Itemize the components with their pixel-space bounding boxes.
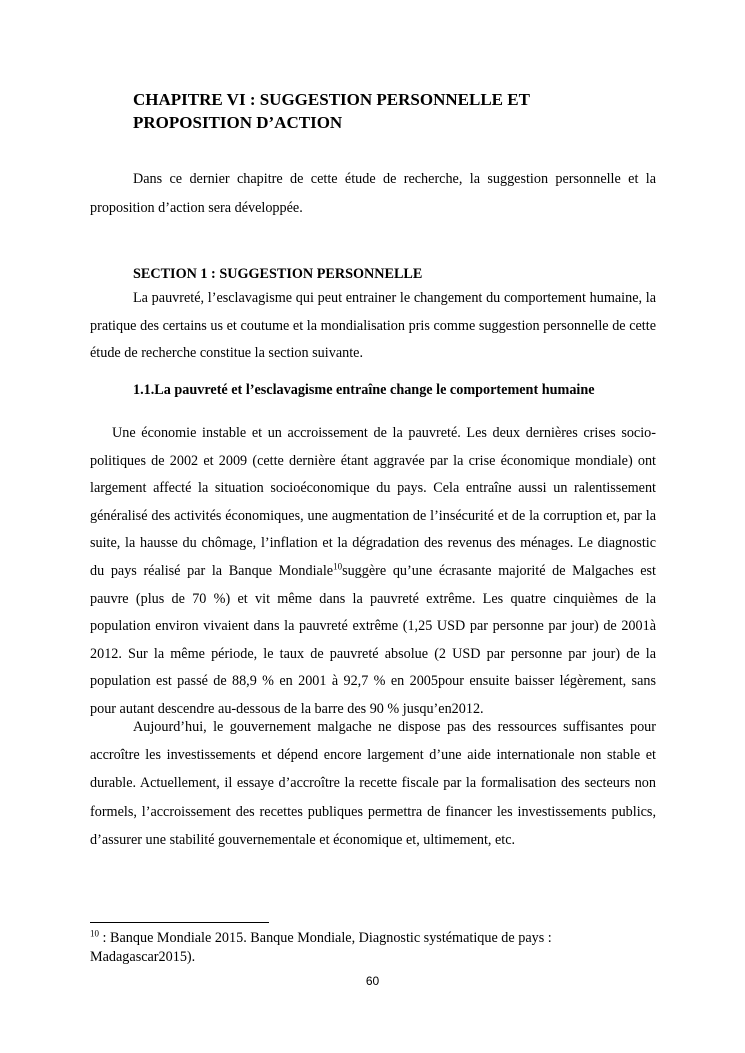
footnote-text: : Banque Mondiale 2015. Banque Mondiale, Diagnostic systématique de pays : Madagascar2015). xyxy=(90,930,552,965)
body-paragraph-1 xyxy=(90,420,656,724)
body-paragraph-2: Aujourd’hui, le gouvernement malgache ne dispose pas des ressources suffisantes pour accroître les investissements et dépend encore largement d’une aide internationale non stable et durable. Actuellement, il essaye d’accroître la recette fiscale par la formalisation des secteurs non formels, l’accroissement des recettes publiques permettra de financer les investissements publics, d’assurer une stabilité gouvernementale et économique et, ultimement, etc. xyxy=(90,719,656,848)
body-paragraph-1-text-b: suggère qu’une écrasante majorité de Malgaches est pauvre (plus de 70 %) et vit même dans la pauvreté extrême. Les quatre cinquièmes de la population environ vivaient dans la pauvreté extrême (1,25 USD par personne par jour) de 2001à 2012. Sur la même période, le taux de pauvreté absolue (2 USD par personne par jour) de la population est passé de 88,9 % en 2001 à 92,7 % en 2005pour ensuite baisser légèrement, sans pour autant descendre au-dessous de la barre des 90 % jusqu’en2012. xyxy=(90,562,656,717)
section-intro-paragraph: La pauvreté, l’esclavagisme qui peut entrainer le changement du comportement humaine, la pratique des certains us et coutume et la mondialisation pris comme suggestion personnelle de cette étude de recherche constitue la section suivante. xyxy=(90,290,656,361)
footnote-divider xyxy=(90,922,269,923)
chapter-title-line-1: CHAPITRE VI : SUGGESTION PERSONNELLE ET xyxy=(133,90,530,109)
body-paragraph-1-text-a: Une économie instable et un accroissement de la pauvreté. Les deux dernières crises socio-politiques de 2002 et 2009 (cette dernière étant aggravée par la crise économique mondiale) ont largement affecté la situation socioéconomique du pays. Cela entraîne aussi un ralentissement généralisé des activités économiques, une augmentation de l’insécurité et de la corruption et, par la suite, la hausse du chômage, l’inflation et la dégradation des revenus des ménages. Le diagnostic du pays réalisé par la Banque Mondiale xyxy=(90,425,656,579)
footnote-reference[interactable]: 10 xyxy=(333,561,343,572)
chapter-title xyxy=(133,88,653,134)
footnote xyxy=(90,929,656,967)
page-number: 60 xyxy=(365,974,380,988)
subsection-heading: 1.1.La pauvreté et l’esclavagisme entraîne change le comportement humaine xyxy=(133,382,595,398)
intro-paragraph: Dans ce dernier chapitre de cette étude de recherche, la suggestion personnelle et la proposition d’action sera développée. xyxy=(90,171,656,216)
section-heading: SECTION 1 : SUGGESTION PERSONNELLE xyxy=(133,266,423,282)
footnote-number: 10 xyxy=(90,928,99,939)
chapter-title-line-2: PROPOSITION D’ACTION xyxy=(133,113,343,132)
